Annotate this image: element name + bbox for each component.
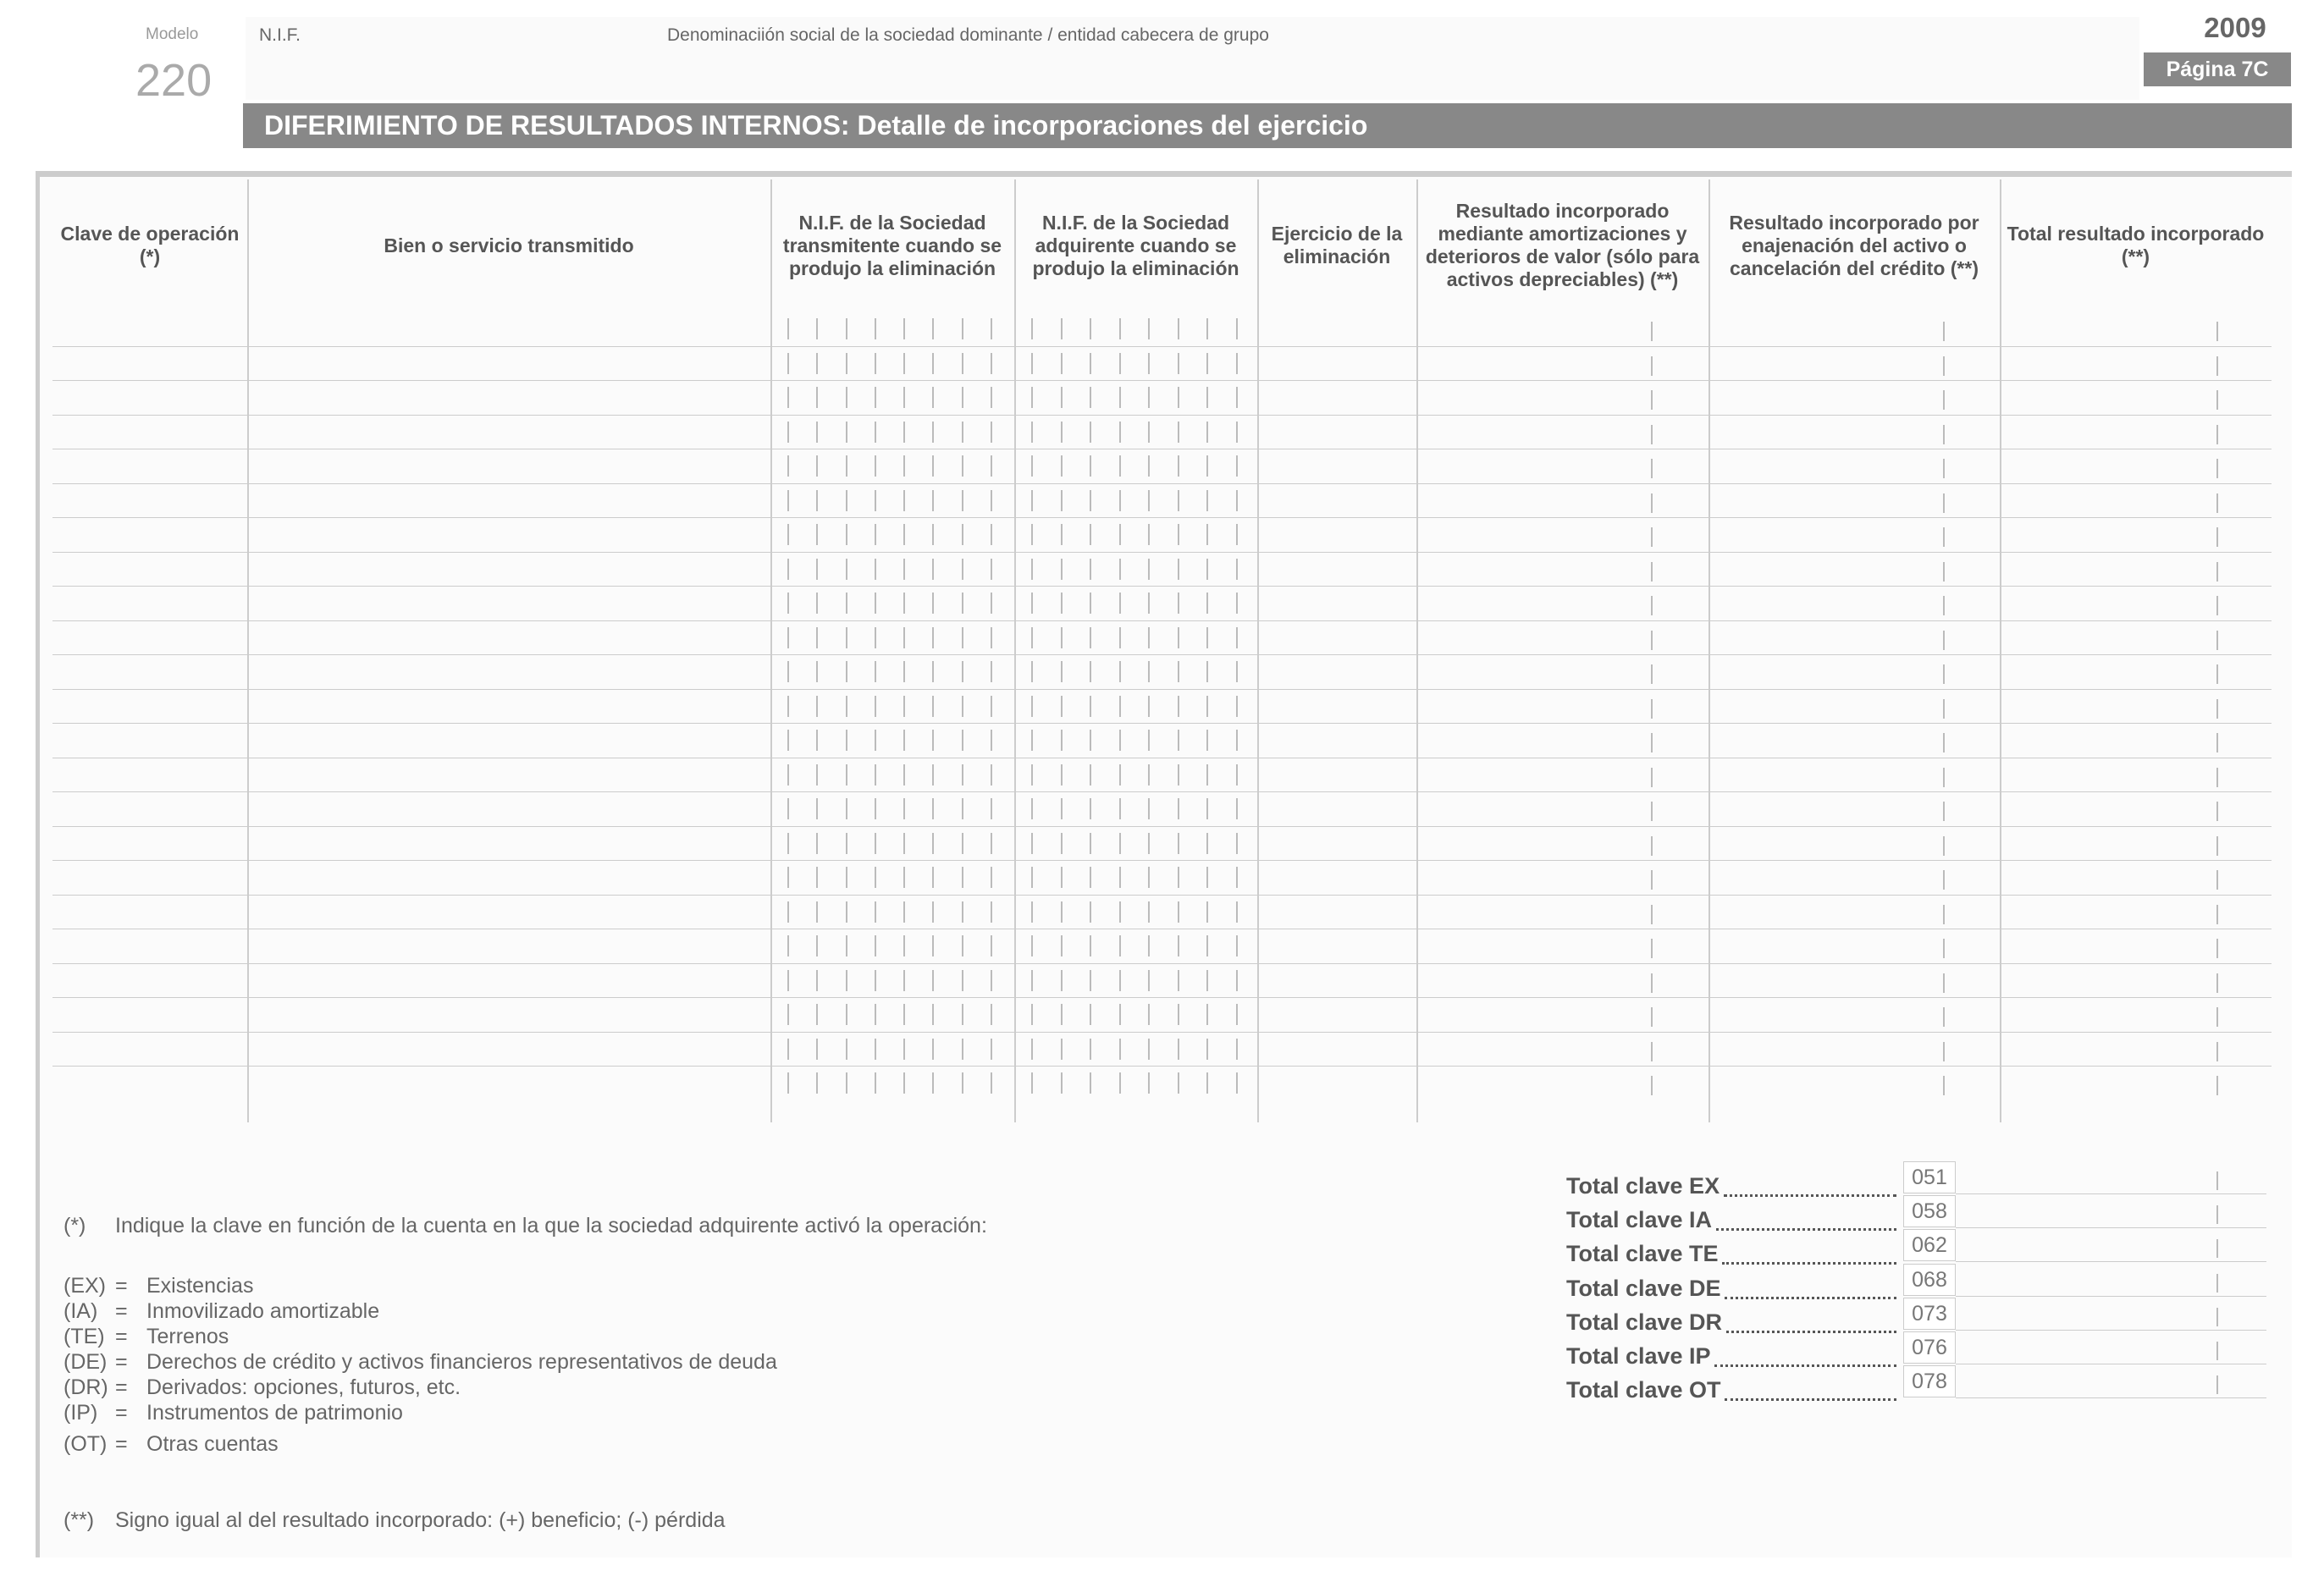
table-cell-input[interactable] (1710, 929, 1998, 963)
total-label: Total clave IP (1566, 1343, 1711, 1369)
table-cell-input[interactable] (249, 620, 769, 655)
table-cell-input[interactable] (1259, 1066, 1415, 1100)
table-cell-input[interactable] (1418, 895, 1707, 929)
table-cell-input[interactable] (249, 723, 769, 758)
table-cell-input[interactable] (2001, 517, 2270, 552)
table-cell-input[interactable] (249, 552, 769, 587)
table-cell-input[interactable] (2001, 586, 2270, 620)
table-cell-input[interactable] (772, 380, 1013, 415)
table-cell-input[interactable] (1259, 963, 1415, 998)
table-cell-input[interactable] (1418, 620, 1707, 655)
table-cell-input[interactable] (54, 620, 246, 655)
table-cell-input[interactable] (772, 552, 1013, 587)
key-equals: = (115, 1350, 128, 1374)
total-underline (1956, 1227, 2266, 1228)
total-code-box: 051 (1903, 1161, 1956, 1193)
table-cell-input[interactable] (1259, 689, 1415, 724)
decimal-separator (2216, 1205, 2218, 1224)
table-cell-input[interactable] (2001, 963, 2270, 998)
key-description: Derivados: opciones, futuros, etc. (146, 1375, 461, 1399)
table-cell-input[interactable] (1418, 586, 1707, 620)
table-cell-input[interactable] (772, 1066, 1013, 1100)
total-code-box: 058 (1903, 1195, 1956, 1227)
table-cell-input[interactable] (1710, 895, 1998, 929)
table-cell-input[interactable] (1418, 791, 1707, 826)
table-cell-input[interactable] (2001, 895, 2270, 929)
table-cell-input[interactable] (249, 380, 769, 415)
table-cell-input[interactable] (249, 586, 769, 620)
decimal-separator (2216, 1308, 2218, 1326)
total-underline (1956, 1193, 2266, 1194)
table-cell-input[interactable] (1418, 860, 1707, 895)
table-cell-input[interactable] (772, 449, 1013, 483)
table-cell-input[interactable] (1418, 517, 1707, 552)
table-cell-input[interactable] (1418, 723, 1707, 758)
table-cell-input[interactable] (249, 346, 769, 381)
table-cell-input[interactable] (772, 895, 1013, 929)
table-cell-input[interactable] (1016, 791, 1256, 826)
table-cell-input[interactable] (1710, 449, 1998, 483)
table-cell-input[interactable] (1259, 895, 1415, 929)
total-label: Total clave IA (1566, 1207, 1713, 1232)
total-underline (1956, 1296, 2266, 1297)
table-cell-input[interactable] (1016, 311, 1256, 346)
table-cell-input[interactable] (54, 689, 246, 724)
table-cell-input[interactable] (1016, 1032, 1256, 1067)
total-amount-input[interactable] (1957, 1365, 2265, 1397)
table-cell-input[interactable] (54, 791, 246, 826)
table-cell-input[interactable] (2001, 449, 2270, 483)
table-cell-input[interactable] (772, 586, 1013, 620)
table-cell-input[interactable] (2001, 723, 2270, 758)
table-cell-input[interactable] (1259, 723, 1415, 758)
table-cell-input[interactable] (54, 552, 246, 587)
table-cell-input[interactable] (1016, 826, 1256, 861)
table-cell-input[interactable] (1710, 1032, 1998, 1067)
table-cell-input[interactable] (772, 997, 1013, 1032)
table-cell-input[interactable] (2001, 620, 2270, 655)
table-cell-input[interactable] (1710, 346, 1998, 381)
key-code: (OT) (63, 1432, 108, 1456)
table-cell-input[interactable] (54, 1066, 246, 1100)
table-cell-input[interactable] (1259, 860, 1415, 895)
key-code: (IP) (63, 1401, 98, 1425)
table-cell-input[interactable] (1259, 552, 1415, 587)
total-code-box: 076 (1903, 1331, 1956, 1364)
table-cell-input[interactable] (2001, 552, 2270, 587)
key-code: (TE) (63, 1325, 105, 1348)
total-label: Total clave TE (1566, 1241, 1719, 1266)
key-description: Instrumentos de patrimonio (146, 1401, 403, 1425)
total-code-box: 062 (1903, 1229, 1956, 1261)
table-cell-input[interactable] (772, 620, 1013, 655)
total-code-box: 073 (1903, 1298, 1956, 1330)
table-cell-input[interactable] (249, 758, 769, 792)
table-cell-input[interactable] (1710, 963, 1998, 998)
decimal-separator (2216, 1375, 2218, 1394)
table-cell-input[interactable] (1418, 449, 1707, 483)
total-amount-input[interactable] (1957, 1229, 2265, 1261)
year: 2009 (2204, 12, 2266, 43)
denominacion-label: Denominaciión social de la sociedad dominante / entidad cabecera de grupo (667, 25, 1269, 45)
table-cell-input[interactable] (54, 586, 246, 620)
table-cell-input[interactable] (2001, 346, 2270, 381)
table-cell-input[interactable] (772, 311, 1013, 346)
table-cell-input[interactable] (1016, 586, 1256, 620)
table-cell-input[interactable] (1016, 997, 1256, 1032)
table-cell-input[interactable] (2001, 826, 2270, 861)
key-code: (IA) (63, 1299, 98, 1323)
total-label: Total clave DE (1566, 1276, 1721, 1301)
dotted-leader (1714, 1362, 1896, 1367)
table-cell-input[interactable] (249, 311, 769, 346)
table-cell-input[interactable] (1418, 1032, 1707, 1067)
table-cell-input[interactable] (54, 517, 246, 552)
table-cell-input[interactable] (1710, 758, 1998, 792)
dotted-leader (1716, 1226, 1896, 1231)
table-cell-input[interactable] (1418, 689, 1707, 724)
table-cell-input[interactable] (772, 689, 1013, 724)
page-badge: Página 7C (2144, 52, 2291, 86)
table-cell-input[interactable] (54, 1032, 246, 1067)
table-cell-input[interactable] (1710, 1066, 1998, 1100)
table-cell-input[interactable] (1710, 791, 1998, 826)
table-cell-input[interactable] (54, 826, 246, 861)
table-cell-input[interactable] (249, 1032, 769, 1067)
table-cell-input[interactable] (1418, 929, 1707, 963)
table-cell-input[interactable] (1418, 415, 1707, 449)
table-cell-input[interactable] (1418, 1066, 1707, 1100)
table-cell-input[interactable] (1259, 586, 1415, 620)
table-cell-input[interactable] (1710, 552, 1998, 587)
table-cell-input[interactable] (249, 826, 769, 861)
table-cell-input[interactable] (1259, 791, 1415, 826)
table-cell-input[interactable] (1710, 723, 1998, 758)
total-amount-input[interactable] (1957, 1331, 2265, 1364)
total-amount-input[interactable] (1957, 1298, 2265, 1330)
table-cell-input[interactable] (54, 346, 246, 381)
table-cell-input[interactable] (1259, 1032, 1415, 1067)
key-description: Derechos de crédito y activos financieros representativos de deuda (146, 1350, 777, 1374)
table-cell-input[interactable] (54, 380, 246, 415)
footnote-star-text: Indique la clave en función de la cuenta en la que la sociedad adquirente activó la operación: (115, 1214, 987, 1237)
table-cell-input[interactable] (54, 311, 246, 346)
modelo-label: Modelo (146, 25, 199, 43)
table-cell-input[interactable] (2001, 311, 2270, 346)
table-cell-input[interactable] (1418, 826, 1707, 861)
table-cell-input[interactable] (2001, 380, 2270, 415)
table-cell-input[interactable] (1016, 620, 1256, 655)
decimal-separator (2216, 1239, 2218, 1258)
table-cell-input[interactable] (1016, 895, 1256, 929)
table-cell-input[interactable] (1418, 380, 1707, 415)
table-cell-input[interactable] (249, 483, 769, 518)
table-cell-input[interactable] (772, 791, 1013, 826)
footnote-dstar-text: Signo igual al del resultado incorporado: (+) beneficio; (-) pérdida (115, 1508, 726, 1532)
decimal-separator (2216, 1274, 2218, 1293)
table-cell-input[interactable] (1016, 552, 1256, 587)
column-header: Resultado incorporado mediante amortizaciones y deterioros de valor (sólo para activos depreciables) (**) (1425, 200, 1700, 290)
table-cell-input[interactable] (772, 654, 1013, 689)
key-description: Terrenos (146, 1325, 229, 1348)
table-cell-input[interactable] (249, 997, 769, 1032)
table-cell-input[interactable] (1016, 723, 1256, 758)
table-cell-input[interactable] (249, 929, 769, 963)
table-cell-input[interactable] (772, 483, 1013, 518)
table-cell-input[interactable] (1016, 483, 1256, 518)
table-cell-input[interactable] (54, 963, 246, 998)
table-cell-input[interactable] (1016, 1066, 1256, 1100)
table-cell-input[interactable] (1016, 517, 1256, 552)
key-equals: = (115, 1432, 128, 1456)
key-code: (EX) (63, 1274, 106, 1298)
table-cell-input[interactable] (2001, 929, 2270, 963)
key-description: Existencias (146, 1274, 254, 1298)
table-cell-input[interactable] (249, 1066, 769, 1100)
key-code: (DE) (63, 1350, 108, 1374)
table-cell-input[interactable] (2001, 758, 2270, 792)
total-amount-input[interactable] (1957, 1195, 2265, 1227)
table-cell-input[interactable] (2001, 1032, 2270, 1067)
table-cell-input[interactable] (1710, 380, 1998, 415)
table-cell-input[interactable] (772, 963, 1013, 998)
column-header: Clave de operación (*) (60, 223, 240, 267)
table-cell-input[interactable] (249, 963, 769, 998)
table-cell-input[interactable] (249, 895, 769, 929)
table-cell-input[interactable] (54, 860, 246, 895)
table-cell-input[interactable] (1710, 517, 1998, 552)
key-equals: = (115, 1325, 128, 1348)
total-underline (1956, 1330, 2266, 1331)
total-amount-input[interactable] (1957, 1264, 2265, 1296)
table-cell-input[interactable] (1259, 997, 1415, 1032)
key-equals: = (115, 1274, 128, 1298)
table-cell-input[interactable] (249, 449, 769, 483)
table-cell-input[interactable] (249, 689, 769, 724)
table-cell-input[interactable] (54, 483, 246, 518)
total-label: Total clave EX (1566, 1173, 1720, 1199)
key-code: (DR) (63, 1375, 108, 1399)
table-cell-input[interactable] (1016, 963, 1256, 998)
key-equals: = (115, 1375, 128, 1399)
table-cell-input[interactable] (1418, 311, 1707, 346)
table-cell-input[interactable] (772, 517, 1013, 552)
table-cell-input[interactable] (1710, 997, 1998, 1032)
table-cell-input[interactable] (54, 654, 246, 689)
table-cell-input[interactable] (2001, 860, 2270, 895)
table-cell-input[interactable] (2001, 415, 2270, 449)
footnote-star-mark: (*) (63, 1214, 86, 1237)
table-cell-input[interactable] (54, 758, 246, 792)
table-cell-input[interactable] (1418, 963, 1707, 998)
key-equals: = (115, 1299, 128, 1323)
table-cell-input[interactable] (1016, 929, 1256, 963)
table-cell-input[interactable] (1016, 860, 1256, 895)
table-cell-input[interactable] (1710, 860, 1998, 895)
dotted-leader (1724, 1192, 1896, 1197)
column-header: Ejercicio de la eliminación (1271, 223, 1403, 267)
column-header: Resultado incorporado por enajenación del activo o cancelación del crédito (**) (1729, 211, 1979, 279)
total-underline (1956, 1261, 2266, 1262)
table-cell-input[interactable] (2001, 791, 2270, 826)
table-cell-input[interactable] (772, 860, 1013, 895)
table-cell-input[interactable] (1016, 689, 1256, 724)
table-cell-input[interactable] (1259, 654, 1415, 689)
total-label: Total clave DR (1566, 1309, 1723, 1335)
modelo-number: 220 (135, 55, 213, 106)
table-cell-input[interactable] (1259, 346, 1415, 381)
table-cell-input[interactable] (1710, 689, 1998, 724)
table-cell-input[interactable] (1016, 449, 1256, 483)
table-cell-input[interactable] (2001, 997, 2270, 1032)
dotted-leader (1725, 1294, 1896, 1299)
table-cell-input[interactable] (1259, 449, 1415, 483)
table-cell-input[interactable] (772, 929, 1013, 963)
total-amount-input[interactable] (1957, 1161, 2265, 1193)
table-cell-input[interactable] (772, 415, 1013, 449)
table-cell-input[interactable] (1710, 311, 1998, 346)
table-cell-input[interactable] (2001, 689, 2270, 724)
table-cell-input[interactable] (2001, 654, 2270, 689)
table-cell-input[interactable] (1418, 997, 1707, 1032)
table-cell-input[interactable] (772, 346, 1013, 381)
column-header: N.I.F. de la Sociedad transmitente cuando se produjo la eliminación (782, 211, 1002, 279)
table-cell-input[interactable] (2001, 483, 2270, 518)
table-cell-input[interactable] (54, 415, 246, 449)
table-cell-input[interactable] (2001, 1066, 2270, 1100)
table-cell-input[interactable] (1710, 826, 1998, 861)
table-cell-input[interactable] (1418, 552, 1707, 587)
table-cell-input[interactable] (54, 895, 246, 929)
footnote-dstar-mark: (**) (63, 1508, 95, 1532)
key-description: Inmovilizado amortizable (146, 1299, 380, 1323)
table-cell-input[interactable] (249, 415, 769, 449)
total-code-box: 068 (1903, 1264, 1956, 1296)
table-cell-input[interactable] (1259, 758, 1415, 792)
total-underline (1956, 1397, 2266, 1398)
table-cell-input[interactable] (249, 654, 769, 689)
dotted-leader (1725, 1396, 1896, 1401)
table-cell-input[interactable] (1259, 826, 1415, 861)
table-cell-input[interactable] (1418, 758, 1707, 792)
section-title: DIFERIMIENTO DE RESULTADOS INTERNOS: Detalle de incorporaciones del ejercicio (243, 103, 2292, 148)
table-cell-input[interactable] (54, 929, 246, 963)
key-equals: = (115, 1401, 128, 1425)
table-cell-input[interactable] (1016, 654, 1256, 689)
table-cell-input[interactable] (1259, 620, 1415, 655)
table-cell-input[interactable] (249, 860, 769, 895)
table-cell-input[interactable] (1710, 620, 1998, 655)
table-cell-input[interactable] (772, 758, 1013, 792)
table-cell-input[interactable] (1710, 415, 1998, 449)
key-description: Otras cuentas (146, 1432, 279, 1456)
column-header: Total resultado incorporado (**) (2007, 223, 2265, 267)
dotted-leader (1722, 1260, 1896, 1265)
table-cell-input[interactable] (772, 826, 1013, 861)
table-cell-input[interactable] (249, 517, 769, 552)
table-cell-input[interactable] (1710, 654, 1998, 689)
nif-label: N.I.F. (259, 25, 301, 45)
table-cell-input[interactable] (1016, 415, 1256, 449)
table-cell-input[interactable] (772, 723, 1013, 758)
table-cell-input[interactable] (1259, 929, 1415, 963)
dotted-leader (1726, 1328, 1896, 1333)
decimal-separator (2216, 1342, 2218, 1360)
table-cell-input[interactable] (1259, 380, 1415, 415)
table-cell-input[interactable] (1016, 758, 1256, 792)
column-header: N.I.F. de la Sociedad adquirente cuando se produjo la eliminación (1032, 211, 1239, 279)
table-cell-input[interactable] (1710, 483, 1998, 518)
table-cell-input[interactable] (54, 997, 246, 1032)
table-cell-input[interactable] (249, 791, 769, 826)
table-cell-input[interactable] (1259, 415, 1415, 449)
table-cell-input[interactable] (54, 723, 246, 758)
table-cell-input[interactable] (1259, 483, 1415, 518)
table-cell-input[interactable] (772, 1032, 1013, 1067)
table-cell-input[interactable] (1418, 346, 1707, 381)
table-cell-input[interactable] (1016, 346, 1256, 381)
total-code-box: 078 (1903, 1365, 1956, 1397)
decimal-separator (2216, 1171, 2218, 1190)
table-cell-input[interactable] (1418, 483, 1707, 518)
total-label: Total clave OT (1566, 1377, 1721, 1403)
table-cell-input[interactable] (54, 449, 246, 483)
table-cell-input[interactable] (1259, 311, 1415, 346)
table-cell-input[interactable] (1710, 586, 1998, 620)
table-cell-input[interactable] (1259, 517, 1415, 552)
table-cell-input[interactable] (1016, 380, 1256, 415)
table-cell-input[interactable] (1418, 654, 1707, 689)
column-header: Bien o servicio transmitido (384, 234, 634, 256)
